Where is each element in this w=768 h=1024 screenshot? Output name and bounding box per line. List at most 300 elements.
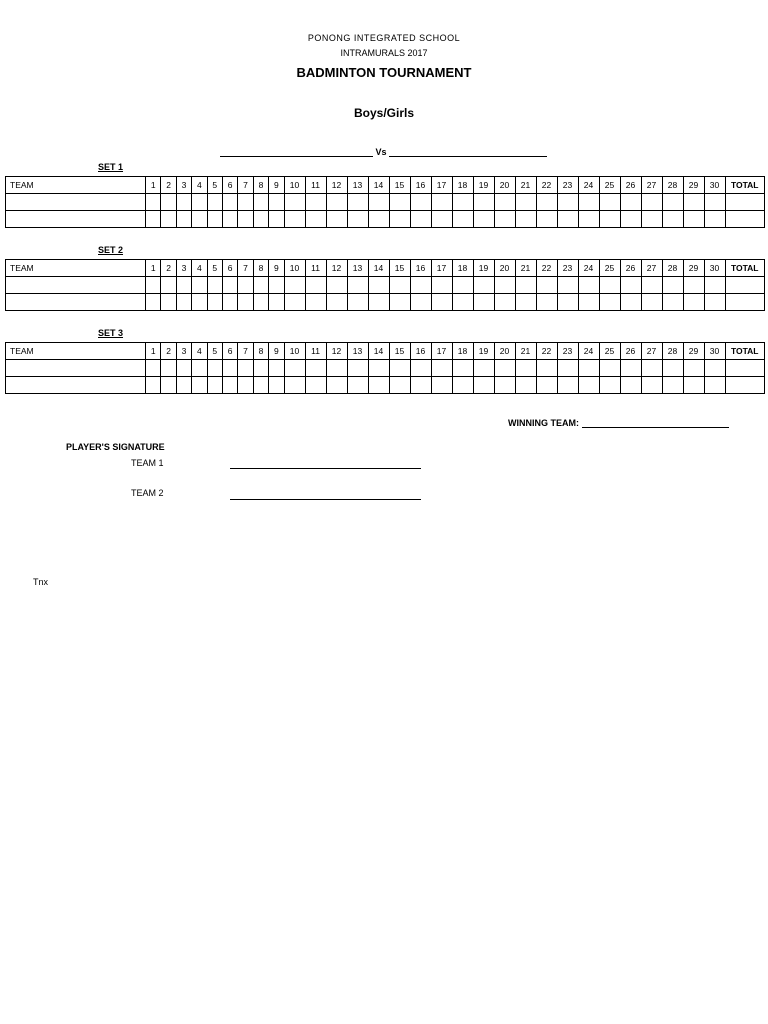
point-header: 17 xyxy=(431,260,452,277)
point-header: 6 xyxy=(222,260,237,277)
match-versus-line xyxy=(220,146,547,157)
score-cell[interactable] xyxy=(620,277,641,294)
point-header: 23 xyxy=(557,177,578,194)
score-cell[interactable] xyxy=(207,377,222,394)
score-cell[interactable] xyxy=(269,294,284,311)
score-cell[interactable] xyxy=(326,294,347,311)
score-cell[interactable] xyxy=(473,194,494,211)
point-header: 21 xyxy=(515,260,536,277)
score-cell[interactable] xyxy=(494,360,515,377)
score-cell[interactable] xyxy=(452,277,473,294)
point-header: 10 xyxy=(284,177,305,194)
score-table xyxy=(5,176,765,228)
winning-team-line xyxy=(508,417,729,428)
point-header: 4 xyxy=(192,343,207,360)
score-cell[interactable] xyxy=(284,294,305,311)
point-header: 4 xyxy=(192,177,207,194)
point-header: 15 xyxy=(389,260,410,277)
score-cell[interactable] xyxy=(305,377,326,394)
score-cell[interactable] xyxy=(683,277,704,294)
score-cell[interactable] xyxy=(269,277,284,294)
score-cell[interactable] xyxy=(146,294,161,311)
score-cell[interactable] xyxy=(536,211,557,228)
score-cell[interactable] xyxy=(704,194,725,211)
score-cell[interactable] xyxy=(620,360,641,377)
score-cell[interactable] xyxy=(253,294,268,311)
score-cell[interactable] xyxy=(473,360,494,377)
total-cell[interactable] xyxy=(725,211,764,228)
point-header: 22 xyxy=(536,260,557,277)
point-header: 3 xyxy=(176,177,191,194)
point-header: 14 xyxy=(368,343,389,360)
score-cell[interactable] xyxy=(557,294,578,311)
score-cell[interactable] xyxy=(578,360,599,377)
score-cell[interactable] xyxy=(662,294,683,311)
point-header: 13 xyxy=(347,343,368,360)
point-header: 5 xyxy=(207,343,222,360)
point-header: 5 xyxy=(207,260,222,277)
team-b-blank[interactable] xyxy=(389,146,547,157)
total-cell[interactable] xyxy=(725,194,764,211)
score-cell[interactable] xyxy=(222,360,237,377)
point-header: 22 xyxy=(536,343,557,360)
point-header: 21 xyxy=(515,343,536,360)
point-header: 16 xyxy=(410,343,431,360)
school-name: PONONG INTEGRATED SCHOOL xyxy=(307,33,461,43)
score-cell[interactable] xyxy=(515,360,536,377)
score-cell[interactable] xyxy=(305,277,326,294)
point-header: 11 xyxy=(305,177,326,194)
closing-note: Tnx xyxy=(33,577,49,587)
score-cell[interactable] xyxy=(389,194,410,211)
score-cell[interactable] xyxy=(515,211,536,228)
point-header: 18 xyxy=(452,177,473,194)
score-cell[interactable] xyxy=(284,211,305,228)
score-cell[interactable] xyxy=(452,194,473,211)
score-cell[interactable] xyxy=(620,294,641,311)
score-cell[interactable] xyxy=(473,377,494,394)
score-cell[interactable] xyxy=(410,377,431,394)
point-header: 29 xyxy=(683,260,704,277)
team-name-cell[interactable] xyxy=(6,211,146,228)
point-header: 5 xyxy=(207,177,222,194)
score-cell[interactable] xyxy=(238,211,253,228)
score-cell[interactable] xyxy=(347,194,368,211)
point-header: 28 xyxy=(662,343,683,360)
point-header: 4 xyxy=(192,260,207,277)
score-cell[interactable] xyxy=(176,194,191,211)
score-cell[interactable] xyxy=(704,360,725,377)
score-cell[interactable] xyxy=(222,294,237,311)
point-header: 1 xyxy=(146,343,161,360)
point-header: 26 xyxy=(620,177,641,194)
score-cell[interactable] xyxy=(536,360,557,377)
score-cell[interactable] xyxy=(410,360,431,377)
point-header: 9 xyxy=(269,343,284,360)
score-cell[interactable] xyxy=(515,277,536,294)
point-header: 9 xyxy=(269,177,284,194)
point-header: 12 xyxy=(326,260,347,277)
score-cell[interactable] xyxy=(599,377,620,394)
team2-signature-line[interactable] xyxy=(230,498,421,500)
score-cell[interactable] xyxy=(326,377,347,394)
point-header: 20 xyxy=(494,343,515,360)
winning-team-blank[interactable] xyxy=(582,417,729,428)
score-cell[interactable] xyxy=(368,277,389,294)
score-cell[interactable] xyxy=(452,294,473,311)
point-header: 17 xyxy=(431,177,452,194)
score-cell[interactable] xyxy=(326,211,347,228)
point-header: 6 xyxy=(222,177,237,194)
score-cell[interactable] xyxy=(662,194,683,211)
point-header: 8 xyxy=(253,260,268,277)
team-header: TEAM xyxy=(6,177,146,194)
score-cell[interactable] xyxy=(431,294,452,311)
score-cell[interactable] xyxy=(578,294,599,311)
score-cell[interactable] xyxy=(641,294,662,311)
score-cell[interactable] xyxy=(269,360,284,377)
point-header: 20 xyxy=(494,260,515,277)
team-header: TEAM xyxy=(6,343,146,360)
score-cell[interactable] xyxy=(473,211,494,228)
team-name-cell[interactable] xyxy=(6,377,146,394)
score-cell[interactable] xyxy=(641,360,662,377)
point-header: 3 xyxy=(176,260,191,277)
score-cell[interactable] xyxy=(620,211,641,228)
score-cell[interactable] xyxy=(683,360,704,377)
score-cell[interactable] xyxy=(599,194,620,211)
score-cell[interactable] xyxy=(161,377,176,394)
point-header: 19 xyxy=(473,260,494,277)
score-cell[interactable] xyxy=(284,277,305,294)
point-header: 25 xyxy=(599,343,620,360)
score-cell[interactable] xyxy=(192,360,207,377)
point-header: 27 xyxy=(641,177,662,194)
score-cell[interactable] xyxy=(683,194,704,211)
score-cell[interactable] xyxy=(536,294,557,311)
score-cell[interactable] xyxy=(494,211,515,228)
score-cell[interactable] xyxy=(662,360,683,377)
point-header: 17 xyxy=(431,343,452,360)
score-cell[interactable] xyxy=(641,377,662,394)
score-cell[interactable] xyxy=(683,211,704,228)
score-cell[interactable] xyxy=(207,294,222,311)
score-cell[interactable] xyxy=(620,377,641,394)
score-cell[interactable] xyxy=(599,360,620,377)
score-cell[interactable] xyxy=(494,377,515,394)
score-cell[interactable] xyxy=(161,211,176,228)
score-cell[interactable] xyxy=(389,294,410,311)
score-cell[interactable] xyxy=(222,211,237,228)
winning-team-label: WINNING TEAM: xyxy=(508,418,579,428)
score-cell[interactable] xyxy=(222,377,237,394)
point-header: 10 xyxy=(284,343,305,360)
point-header: 19 xyxy=(473,177,494,194)
score-cell[interactable] xyxy=(452,360,473,377)
score-cell[interactable] xyxy=(238,277,253,294)
point-header: 7 xyxy=(238,260,253,277)
score-cell[interactable] xyxy=(704,211,725,228)
point-header: 24 xyxy=(578,177,599,194)
point-header: 30 xyxy=(704,260,725,277)
score-cell[interactable] xyxy=(599,277,620,294)
score-cell[interactable] xyxy=(557,211,578,228)
point-header: 15 xyxy=(389,177,410,194)
score-cell[interactable] xyxy=(238,294,253,311)
score-cell[interactable] xyxy=(161,360,176,377)
score-cell[interactable] xyxy=(146,360,161,377)
score-cell[interactable] xyxy=(494,194,515,211)
point-header: 18 xyxy=(452,260,473,277)
score-cell[interactable] xyxy=(347,277,368,294)
score-cell[interactable] xyxy=(161,294,176,311)
team-name-cell[interactable] xyxy=(6,360,146,377)
score-cell[interactable] xyxy=(431,211,452,228)
score-cell[interactable] xyxy=(269,194,284,211)
score-cell[interactable] xyxy=(146,377,161,394)
score-cell[interactable] xyxy=(662,277,683,294)
score-cell[interactable] xyxy=(389,211,410,228)
score-cell[interactable] xyxy=(578,194,599,211)
score-cell[interactable] xyxy=(176,377,191,394)
point-header: 23 xyxy=(557,343,578,360)
score-cell[interactable] xyxy=(473,277,494,294)
score-cell[interactable] xyxy=(192,294,207,311)
score-cell[interactable] xyxy=(347,360,368,377)
score-cell[interactable] xyxy=(161,277,176,294)
point-header: 24 xyxy=(578,343,599,360)
score-cell[interactable] xyxy=(389,360,410,377)
point-header: 2 xyxy=(161,343,176,360)
score-cell[interactable] xyxy=(192,377,207,394)
score-cell[interactable] xyxy=(192,211,207,228)
point-header: 28 xyxy=(662,260,683,277)
score-cell[interactable] xyxy=(641,211,662,228)
score-cell[interactable] xyxy=(161,194,176,211)
score-cell[interactable] xyxy=(305,360,326,377)
score-cell[interactable] xyxy=(662,377,683,394)
score-cell[interactable] xyxy=(578,277,599,294)
score-cell[interactable] xyxy=(368,194,389,211)
score-cell[interactable] xyxy=(192,194,207,211)
score-cell[interactable] xyxy=(599,294,620,311)
score-cell[interactable] xyxy=(620,194,641,211)
vs-label: Vs xyxy=(375,147,387,157)
score-cell[interactable] xyxy=(368,211,389,228)
score-cell[interactable] xyxy=(515,194,536,211)
point-header: 30 xyxy=(704,177,725,194)
set-label: SET 2 xyxy=(98,245,124,255)
score-table xyxy=(5,342,765,394)
table-row xyxy=(6,277,765,294)
point-header: 27 xyxy=(641,343,662,360)
table-row xyxy=(6,194,765,211)
total-cell[interactable] xyxy=(725,360,764,377)
score-cell[interactable] xyxy=(389,277,410,294)
score-cell[interactable] xyxy=(192,277,207,294)
total-cell[interactable] xyxy=(725,377,764,394)
score-cell[interactable] xyxy=(704,277,725,294)
total-header: TOTAL xyxy=(725,260,764,277)
score-cell[interactable] xyxy=(431,377,452,394)
point-header: 15 xyxy=(389,343,410,360)
score-cell[interactable] xyxy=(578,377,599,394)
score-cell[interactable] xyxy=(347,294,368,311)
score-cell[interactable] xyxy=(536,277,557,294)
team-name-cell[interactable] xyxy=(6,294,146,311)
score-cell[interactable] xyxy=(704,377,725,394)
score-cell[interactable] xyxy=(368,294,389,311)
score-cell[interactable] xyxy=(704,294,725,311)
point-header: 7 xyxy=(238,343,253,360)
score-cell[interactable] xyxy=(253,194,268,211)
score-cell[interactable] xyxy=(269,377,284,394)
score-cell[interactable] xyxy=(146,194,161,211)
score-cell[interactable] xyxy=(238,377,253,394)
point-header: 16 xyxy=(410,260,431,277)
score-cell[interactable] xyxy=(683,377,704,394)
total-cell[interactable] xyxy=(725,277,764,294)
score-cell[interactable] xyxy=(368,360,389,377)
score-cell[interactable] xyxy=(662,211,683,228)
score-cell[interactable] xyxy=(410,211,431,228)
point-header: 8 xyxy=(253,343,268,360)
point-header: 13 xyxy=(347,260,368,277)
score-cell[interactable] xyxy=(599,211,620,228)
point-header: 27 xyxy=(641,260,662,277)
team-a-blank[interactable] xyxy=(220,146,373,157)
point-header: 25 xyxy=(599,177,620,194)
score-cell[interactable] xyxy=(269,211,284,228)
score-table xyxy=(5,259,765,311)
score-cell[interactable] xyxy=(683,294,704,311)
signature-heading: PLAYER'S SIGNATURE xyxy=(66,442,165,452)
score-cell[interactable] xyxy=(515,294,536,311)
total-header: TOTAL xyxy=(725,177,764,194)
score-cell[interactable] xyxy=(515,377,536,394)
score-cell[interactable] xyxy=(452,377,473,394)
score-cell[interactable] xyxy=(347,377,368,394)
score-cell[interactable] xyxy=(207,194,222,211)
score-cell[interactable] xyxy=(557,377,578,394)
score-cell[interactable] xyxy=(146,211,161,228)
score-cell[interactable] xyxy=(238,194,253,211)
score-cell[interactable] xyxy=(176,360,191,377)
score-cell[interactable] xyxy=(222,194,237,211)
point-header: 30 xyxy=(704,343,725,360)
score-cell[interactable] xyxy=(326,194,347,211)
score-cell[interactable] xyxy=(305,194,326,211)
score-cell[interactable] xyxy=(146,277,161,294)
score-cell[interactable] xyxy=(238,360,253,377)
set-label: SET 3 xyxy=(98,328,124,338)
team1-label: TEAM 1 xyxy=(131,458,164,468)
header-row xyxy=(6,260,765,277)
point-header: 10 xyxy=(284,260,305,277)
point-header: 7 xyxy=(238,177,253,194)
score-cell[interactable] xyxy=(284,377,305,394)
point-header: 14 xyxy=(368,260,389,277)
score-cell[interactable] xyxy=(176,211,191,228)
score-cell[interactable] xyxy=(494,294,515,311)
score-cell[interactable] xyxy=(557,277,578,294)
point-header: 14 xyxy=(368,177,389,194)
score-cell[interactable] xyxy=(253,360,268,377)
score-cell[interactable] xyxy=(284,194,305,211)
point-header: 11 xyxy=(305,260,326,277)
score-cell[interactable] xyxy=(557,360,578,377)
point-header: 12 xyxy=(326,177,347,194)
score-cell[interactable] xyxy=(431,360,452,377)
score-cell[interactable] xyxy=(641,194,662,211)
score-cell[interactable] xyxy=(284,360,305,377)
score-cell[interactable] xyxy=(452,211,473,228)
score-cell[interactable] xyxy=(578,211,599,228)
score-cell[interactable] xyxy=(389,377,410,394)
score-cell[interactable] xyxy=(176,277,191,294)
header-row xyxy=(6,177,765,194)
total-cell[interactable] xyxy=(725,294,764,311)
point-header: 18 xyxy=(452,343,473,360)
score-cell[interactable] xyxy=(368,377,389,394)
point-header: 11 xyxy=(305,343,326,360)
page-title: BADMINTON TOURNAMENT xyxy=(296,65,472,80)
team-name-cell[interactable] xyxy=(6,277,146,294)
point-header: 20 xyxy=(494,177,515,194)
score-cell[interactable] xyxy=(326,277,347,294)
total-header: TOTAL xyxy=(725,343,764,360)
category-label: Boys/Girls xyxy=(353,106,415,120)
score-cell[interactable] xyxy=(305,211,326,228)
score-cell[interactable] xyxy=(207,360,222,377)
score-cell[interactable] xyxy=(410,194,431,211)
score-cell[interactable] xyxy=(536,377,557,394)
score-cell[interactable] xyxy=(557,194,578,211)
score-cell[interactable] xyxy=(641,277,662,294)
event-name: INTRAMURALS 2017 xyxy=(340,48,428,58)
score-cell[interactable] xyxy=(176,294,191,311)
point-header: 26 xyxy=(620,260,641,277)
score-cell[interactable] xyxy=(207,211,222,228)
score-cell[interactable] xyxy=(326,360,347,377)
score-cell[interactable] xyxy=(473,294,494,311)
score-cell[interactable] xyxy=(347,211,368,228)
point-header: 1 xyxy=(146,177,161,194)
score-cell[interactable] xyxy=(494,277,515,294)
point-header: 16 xyxy=(410,177,431,194)
table-row xyxy=(6,360,765,377)
score-cell[interactable] xyxy=(410,294,431,311)
score-cell[interactable] xyxy=(431,277,452,294)
score-cell[interactable] xyxy=(305,294,326,311)
point-header: 8 xyxy=(253,177,268,194)
score-cell[interactable] xyxy=(431,194,452,211)
score-cell[interactable] xyxy=(253,377,268,394)
table-row xyxy=(6,211,765,228)
score-cell[interactable] xyxy=(410,277,431,294)
score-cell[interactable] xyxy=(536,194,557,211)
score-cell[interactable] xyxy=(253,211,268,228)
team1-signature-line[interactable] xyxy=(230,467,421,469)
team-name-cell[interactable] xyxy=(6,194,146,211)
team2-label: TEAM 2 xyxy=(131,488,164,498)
header-row xyxy=(6,343,765,360)
table-row xyxy=(6,294,765,311)
point-header: 19 xyxy=(473,343,494,360)
score-cell[interactable] xyxy=(207,277,222,294)
score-cell[interactable] xyxy=(222,277,237,294)
score-cell[interactable] xyxy=(253,277,268,294)
